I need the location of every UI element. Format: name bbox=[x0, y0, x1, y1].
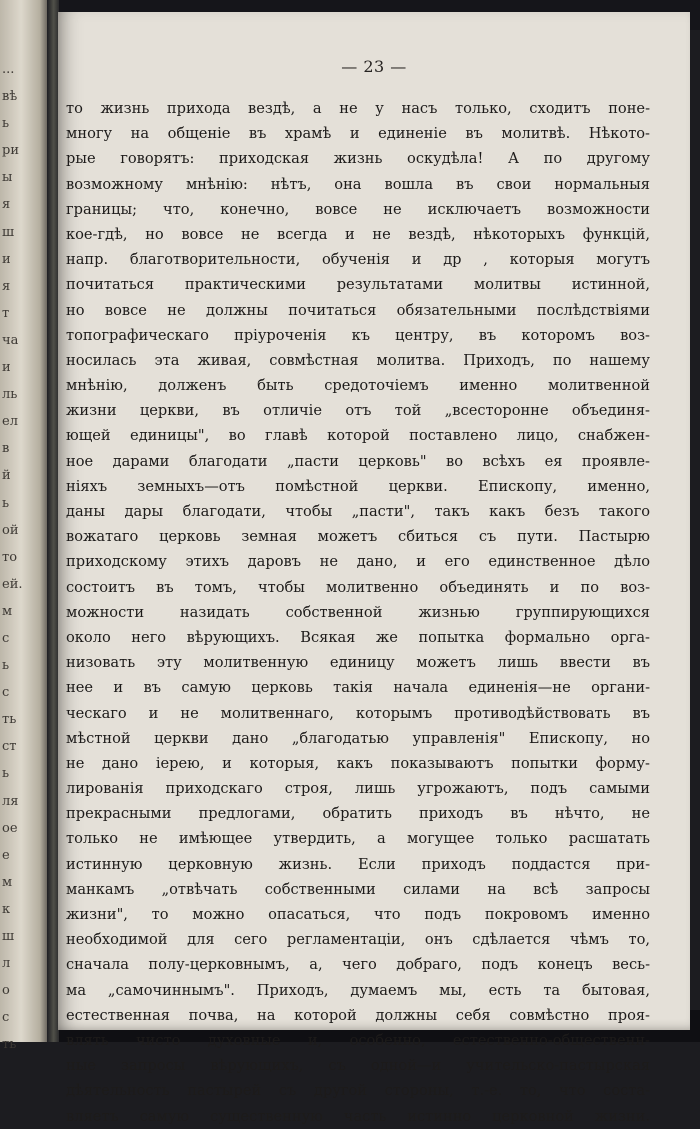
text-line: можности назидать собственной жизнью группирующихся bbox=[66, 603, 650, 621]
text-line: но вовсе не должны почитаться обязательными послѣдствіями bbox=[66, 301, 650, 319]
left-page-line: ри bbox=[2, 143, 19, 159]
text-line: дѣятельность пастырей съ другой стороны, т.-е. то, что соста- bbox=[66, 1082, 650, 1100]
text-line: даны дары благодати, чтобы „пасти", такъ какъ безъ такого bbox=[66, 503, 650, 520]
left-page-line: с bbox=[2, 630, 10, 646]
left-page-line: к bbox=[2, 901, 11, 917]
left-page-line: вѣ bbox=[2, 89, 18, 105]
left-page-line: ча bbox=[2, 332, 19, 348]
left-page-line: ь bbox=[2, 766, 10, 782]
text-line: ное дарами благодати „пасти церковь" во всѣхъ ея проявле- bbox=[66, 452, 650, 470]
left-page-line: то bbox=[2, 549, 18, 565]
text-line: ма „самочиннымъ". Приходъ, думаемъ мы, есть та бытовая, bbox=[66, 981, 650, 999]
left-page-line: ел bbox=[2, 414, 18, 430]
text-line: сначала полу-церковнымъ, а, чего добраго, подъ конецъ весь- bbox=[66, 956, 650, 974]
left-page-line: л bbox=[2, 956, 11, 972]
text-line: почитаться практическими результатами молитвы истинной, bbox=[66, 276, 650, 294]
text-line: мнѣнію, долженъ быть средоточіемъ именно молитвенной bbox=[66, 377, 650, 395]
left-page-line: я bbox=[2, 278, 11, 294]
left-page-line: ь bbox=[2, 495, 10, 511]
body-text bbox=[66, 96, 650, 1129]
text-line: лированія приходскаго строя, лишь угрожаютъ, подъ самыми bbox=[66, 780, 650, 798]
text-line: то жизнь прихода вездѣ, а не у насъ только, сходитъ поне- bbox=[66, 100, 650, 117]
left-page-line: й bbox=[2, 468, 11, 484]
text-line: около него вѣрующихъ. Всякая же попытка формально орга- bbox=[66, 628, 650, 646]
text-line: ющей единицы", во главѣ которой поставлено лицо, снабжен- bbox=[66, 427, 650, 445]
text-line: влять чисто духовные и, особенно, естественно-общественн- bbox=[66, 1031, 650, 1049]
text-line: ніяхъ земныхъ—отъ помѣстной церкви. Епископу, именно, bbox=[66, 477, 650, 495]
text-line: только не имѣющее утвердить, а могущее только расшатать bbox=[66, 830, 650, 848]
text-line: вожатаго церковь земная можетъ сбиться съ пути. Пастырю bbox=[66, 528, 650, 546]
left-page-line: с bbox=[2, 685, 10, 701]
left-page-line: ст bbox=[2, 739, 17, 755]
left-page-line: в bbox=[2, 441, 10, 457]
text-line: мѣстной церкви дано „благодатью управленія" Епископу, но bbox=[66, 729, 650, 747]
left-page-line: ль bbox=[2, 387, 18, 403]
text-line: необходимой для сего регламентаціи, онъ сдѣлается чѣмъ то, bbox=[66, 931, 650, 949]
left-page-line: с bbox=[2, 1010, 10, 1026]
left-page-line: м bbox=[2, 603, 13, 619]
text-line: истинную церковную жизнь. Если приходъ поддастся при- bbox=[66, 855, 650, 873]
text-line: не дано іерею, и которыя, какъ показываютъ попытки форму- bbox=[66, 754, 650, 772]
text-line: топографическаго пріуроченія къ центру, въ которомъ воз- bbox=[66, 326, 650, 344]
page-number: — 23 — bbox=[341, 57, 407, 76]
left-page-line: ое bbox=[2, 820, 18, 836]
left-page-line: ой bbox=[2, 522, 19, 538]
book-page bbox=[58, 12, 690, 1125]
text-line: низовать эту молитвенную единицу можетъ лишь ввести въ bbox=[66, 654, 650, 672]
left-page-line: о bbox=[2, 983, 10, 999]
left-page-line: ть bbox=[2, 1037, 17, 1053]
left-page-line: м bbox=[2, 874, 13, 890]
text-line: возможному мнѣнію: нѣтъ, она вошла въ свои нормальныя bbox=[66, 175, 650, 193]
left-page-line: я bbox=[2, 197, 11, 213]
text-line: жизни", то можно опасаться, что подъ покровомъ именно bbox=[66, 906, 650, 923]
left-page-line: ш bbox=[2, 929, 15, 944]
text-line: вляетъ самую существенную часть истинно церковной жизни. bbox=[66, 1107, 650, 1125]
left-page-line: и bbox=[2, 251, 11, 267]
left-page-line: ш bbox=[2, 224, 15, 240]
text-line: ныe запросы вѣрующихъ, съ одной—и учительско-пастырская bbox=[66, 1057, 650, 1075]
left-page-line: ... bbox=[2, 62, 15, 77]
left-page-line: и bbox=[2, 360, 11, 376]
text-line: жизни церкви, въ отличіе отъ той „всесторонне объединя- bbox=[66, 402, 650, 420]
text-line: приходскому этихъ даровъ не дано, и его единственное дѣло bbox=[66, 553, 650, 571]
left-page-line: ей. bbox=[2, 576, 23, 592]
text-line: нее и въ самую церковь такія начала единенія—не органи- bbox=[66, 679, 650, 697]
left-page-text bbox=[2, 56, 46, 1058]
left-page-line: ля bbox=[2, 793, 19, 809]
text-line: прекрасными предлогами, обратить приходъ въ нѣчто, не bbox=[66, 805, 650, 823]
left-page-line: ы bbox=[2, 170, 13, 186]
left-page-line: ь bbox=[2, 116, 10, 132]
left-page-line: е bbox=[2, 847, 10, 863]
left-page-line: ь bbox=[2, 658, 10, 674]
text-line: напр. благотворительности, обученія и др , которыя могутъ bbox=[66, 251, 650, 269]
text-line: манкамъ „отвѣчать собственными силами на всѣ запросы bbox=[66, 880, 650, 898]
text-line: состоитъ въ томъ, чтобы молитвенно объединять и по воз- bbox=[66, 578, 650, 596]
text-line: ческаго и не молитвеннаго, которымъ противодѣйствовать въ bbox=[66, 704, 650, 722]
text-line: естественная почва, на которой должны себя совмѣстно проя- bbox=[66, 1006, 650, 1024]
text-line: кое-гдѣ, но вовсе не всегда и не вездѣ, нѣкоторыхъ функцій, bbox=[66, 225, 650, 243]
left-page-line: ть bbox=[2, 712, 17, 728]
text-line: многу на общеніе въ храмѣ и единеніе въ молитвѣ. Нѣкото- bbox=[66, 125, 650, 143]
text-line: границы; что, конечно, вовсе не исключаетъ возможности bbox=[66, 200, 650, 218]
left-page-line: т bbox=[2, 305, 10, 321]
left-page-edge bbox=[0, 0, 47, 1053]
text-line: носилась эта живая, совмѣстная молитва. Приходъ, по нашему bbox=[66, 351, 650, 369]
text-line: рые говорятъ: приходская жизнь оскудѣла! А по другому bbox=[66, 150, 650, 168]
